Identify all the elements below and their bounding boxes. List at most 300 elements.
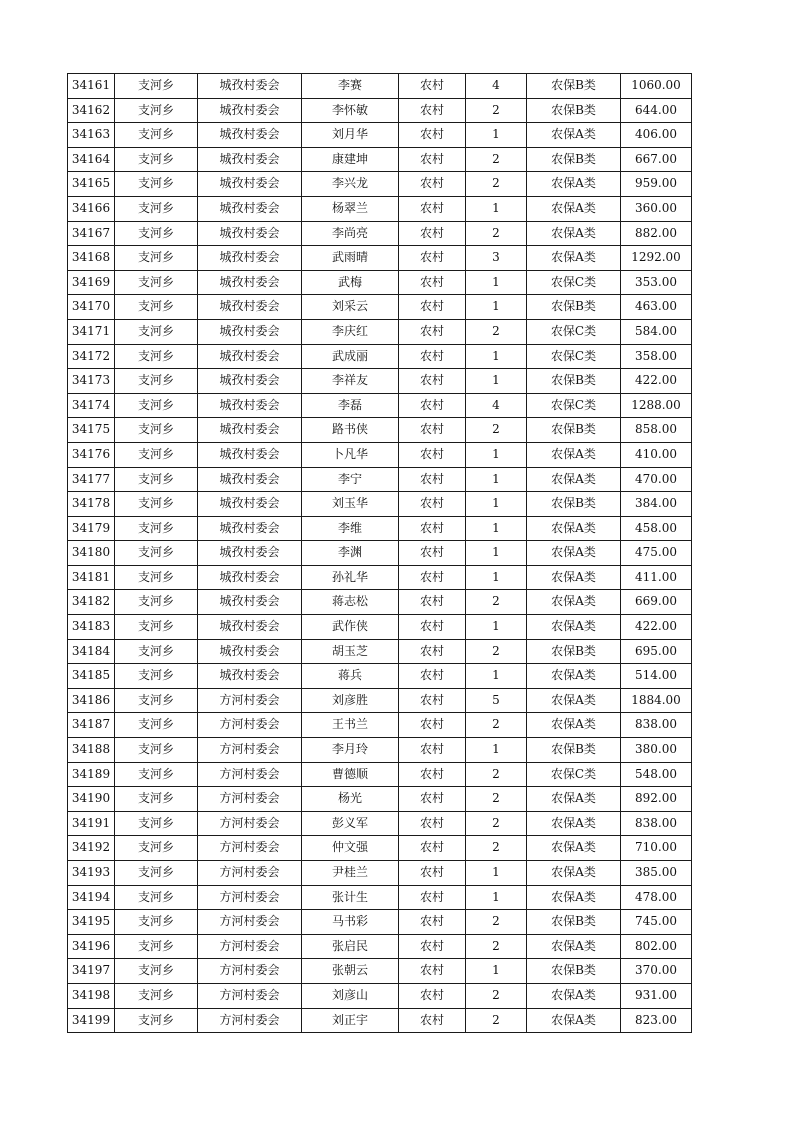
row-id-cell: 34172	[68, 344, 115, 369]
amount-cell: 882.00	[621, 221, 692, 246]
village-committee-cell: 城孜村委会	[198, 147, 302, 172]
row-id-cell: 34185	[68, 664, 115, 689]
row-id-cell: 34169	[68, 270, 115, 295]
person-name-cell: 刘月华	[302, 123, 399, 148]
household-count-cell: 2	[466, 910, 527, 935]
row-id-cell: 34175	[68, 418, 115, 443]
village-committee-cell: 方河村委会	[198, 934, 302, 959]
person-name-cell: 蒋兵	[302, 664, 399, 689]
household-count-cell: 2	[466, 418, 527, 443]
household-count-cell: 2	[466, 147, 527, 172]
household-count-cell: 1	[466, 885, 527, 910]
row-id-cell: 34176	[68, 442, 115, 467]
person-name-cell: 张计生	[302, 885, 399, 910]
table-row	[68, 983, 692, 1008]
amount-cell: 1288.00	[621, 393, 692, 418]
table-row	[68, 959, 692, 984]
person-name-cell: 曹德顺	[302, 762, 399, 787]
table-row	[68, 664, 692, 689]
household-count-cell: 1	[466, 664, 527, 689]
row-id-cell: 34178	[68, 492, 115, 517]
person-name-cell: 李怀敏	[302, 98, 399, 123]
insurance-category-cell: 农保B类	[527, 369, 621, 394]
household-count-cell: 2	[466, 934, 527, 959]
insurance-category-cell: 农保A类	[527, 516, 621, 541]
table-row	[68, 319, 692, 344]
amount-cell: 422.00	[621, 615, 692, 640]
township-cell: 支河乡	[115, 615, 198, 640]
insurance-category-cell: 农保A类	[527, 172, 621, 197]
row-id-cell: 34181	[68, 565, 115, 590]
area-type-cell: 农村	[399, 664, 466, 689]
row-id-cell: 34192	[68, 836, 115, 861]
person-name-cell: 胡玉芝	[302, 639, 399, 664]
village-committee-cell: 城孜村委会	[198, 541, 302, 566]
row-id-cell: 34184	[68, 639, 115, 664]
person-name-cell: 武成丽	[302, 344, 399, 369]
village-committee-cell: 城孜村委会	[198, 295, 302, 320]
household-count-cell: 2	[466, 98, 527, 123]
area-type-cell: 农村	[399, 295, 466, 320]
village-committee-cell: 城孜村委会	[198, 319, 302, 344]
insurance-category-cell: 农保A类	[527, 123, 621, 148]
amount-cell: 892.00	[621, 787, 692, 812]
village-committee-cell: 方河村委会	[198, 713, 302, 738]
row-id-cell: 34163	[68, 123, 115, 148]
household-count-cell: 4	[466, 393, 527, 418]
area-type-cell: 农村	[399, 221, 466, 246]
table-row	[68, 639, 692, 664]
township-cell: 支河乡	[115, 713, 198, 738]
person-name-cell: 彭义军	[302, 811, 399, 836]
area-type-cell: 农村	[399, 98, 466, 123]
amount-cell: 470.00	[621, 467, 692, 492]
township-cell: 支河乡	[115, 885, 198, 910]
household-count-cell: 2	[466, 836, 527, 861]
village-committee-cell: 城孜村委会	[198, 516, 302, 541]
township-cell: 支河乡	[115, 762, 198, 787]
township-cell: 支河乡	[115, 147, 198, 172]
insurance-category-cell: 农保A类	[527, 713, 621, 738]
household-count-cell: 1	[466, 861, 527, 886]
table-row	[68, 762, 692, 787]
household-count-cell: 2	[466, 811, 527, 836]
amount-cell: 745.00	[621, 910, 692, 935]
township-cell: 支河乡	[115, 565, 198, 590]
area-type-cell: 农村	[399, 344, 466, 369]
township-cell: 支河乡	[115, 836, 198, 861]
household-count-cell: 4	[466, 74, 527, 99]
insurance-category-cell: 农保C类	[527, 762, 621, 787]
row-id-cell: 34182	[68, 590, 115, 615]
table-body	[68, 74, 692, 1033]
table-row	[68, 713, 692, 738]
village-committee-cell: 方河村委会	[198, 885, 302, 910]
area-type-cell: 农村	[399, 787, 466, 812]
amount-cell: 410.00	[621, 442, 692, 467]
village-committee-cell: 方河村委会	[198, 836, 302, 861]
row-id-cell: 34167	[68, 221, 115, 246]
data-table	[67, 73, 692, 1033]
household-count-cell: 2	[466, 221, 527, 246]
table-row	[68, 885, 692, 910]
insurance-category-cell: 农保A类	[527, 442, 621, 467]
township-cell: 支河乡	[115, 196, 198, 221]
table-row	[68, 393, 692, 418]
insurance-category-cell: 农保A类	[527, 246, 621, 271]
household-count-cell: 1	[466, 738, 527, 763]
area-type-cell: 农村	[399, 861, 466, 886]
household-count-cell: 2	[466, 713, 527, 738]
table-row	[68, 910, 692, 935]
insurance-category-cell: 农保A类	[527, 541, 621, 566]
table-row	[68, 172, 692, 197]
insurance-category-cell: 农保A类	[527, 615, 621, 640]
township-cell: 支河乡	[115, 516, 198, 541]
row-id-cell: 34197	[68, 959, 115, 984]
insurance-category-cell: 农保A类	[527, 836, 621, 861]
row-id-cell: 34180	[68, 541, 115, 566]
insurance-category-cell: 农保A类	[527, 196, 621, 221]
household-count-cell: 2	[466, 762, 527, 787]
village-committee-cell: 城孜村委会	[198, 393, 302, 418]
person-name-cell: 武作侠	[302, 615, 399, 640]
area-type-cell: 农村	[399, 836, 466, 861]
township-cell: 支河乡	[115, 172, 198, 197]
household-count-cell: 1	[466, 270, 527, 295]
household-count-cell: 1	[466, 492, 527, 517]
area-type-cell: 农村	[399, 1008, 466, 1033]
insurance-category-cell: 农保B类	[527, 295, 621, 320]
row-id-cell: 34177	[68, 467, 115, 492]
table-row	[68, 344, 692, 369]
person-name-cell: 武雨晴	[302, 246, 399, 271]
township-cell: 支河乡	[115, 393, 198, 418]
village-committee-cell: 方河村委会	[198, 738, 302, 763]
area-type-cell: 农村	[399, 319, 466, 344]
amount-cell: 478.00	[621, 885, 692, 910]
table-row	[68, 861, 692, 886]
village-committee-cell: 城孜村委会	[198, 492, 302, 517]
household-count-cell: 1	[466, 467, 527, 492]
table-row	[68, 123, 692, 148]
township-cell: 支河乡	[115, 369, 198, 394]
insurance-category-cell: 农保A类	[527, 983, 621, 1008]
insurance-category-cell: 农保A类	[527, 934, 621, 959]
person-name-cell: 李兴龙	[302, 172, 399, 197]
amount-cell: 370.00	[621, 959, 692, 984]
table-row	[68, 246, 692, 271]
amount-cell: 411.00	[621, 565, 692, 590]
person-name-cell: 武梅	[302, 270, 399, 295]
row-id-cell: 34196	[68, 934, 115, 959]
person-name-cell: 杨光	[302, 787, 399, 812]
household-count-cell: 2	[466, 787, 527, 812]
household-count-cell: 1	[466, 541, 527, 566]
person-name-cell: 王书兰	[302, 713, 399, 738]
person-name-cell: 路书侠	[302, 418, 399, 443]
area-type-cell: 农村	[399, 369, 466, 394]
person-name-cell: 杨翠兰	[302, 196, 399, 221]
amount-cell: 406.00	[621, 123, 692, 148]
table-row	[68, 615, 692, 640]
amount-cell: 385.00	[621, 861, 692, 886]
table-row	[68, 74, 692, 99]
amount-cell: 710.00	[621, 836, 692, 861]
household-count-cell: 2	[466, 639, 527, 664]
row-id-cell: 34174	[68, 393, 115, 418]
area-type-cell: 农村	[399, 959, 466, 984]
insurance-category-cell: 农保C类	[527, 270, 621, 295]
township-cell: 支河乡	[115, 319, 198, 344]
household-count-cell: 1	[466, 615, 527, 640]
township-cell: 支河乡	[115, 246, 198, 271]
table-row	[68, 295, 692, 320]
township-cell: 支河乡	[115, 492, 198, 517]
person-name-cell: 李渊	[302, 541, 399, 566]
table-row	[68, 98, 692, 123]
table-row	[68, 811, 692, 836]
village-committee-cell: 城孜村委会	[198, 196, 302, 221]
household-count-cell: 2	[466, 590, 527, 615]
area-type-cell: 农村	[399, 418, 466, 443]
row-id-cell: 34162	[68, 98, 115, 123]
area-type-cell: 农村	[399, 590, 466, 615]
household-count-cell: 1	[466, 959, 527, 984]
row-id-cell: 34164	[68, 147, 115, 172]
village-committee-cell: 方河村委会	[198, 787, 302, 812]
amount-cell: 1884.00	[621, 688, 692, 713]
person-name-cell: 李祥友	[302, 369, 399, 394]
township-cell: 支河乡	[115, 983, 198, 1008]
area-type-cell: 农村	[399, 885, 466, 910]
amount-cell: 360.00	[621, 196, 692, 221]
person-name-cell: 张启民	[302, 934, 399, 959]
insurance-category-cell: 农保A类	[527, 861, 621, 886]
village-committee-cell: 城孜村委会	[198, 590, 302, 615]
row-id-cell: 34179	[68, 516, 115, 541]
table-row	[68, 221, 692, 246]
insurance-category-cell: 农保B类	[527, 98, 621, 123]
insurance-category-cell: 农保A类	[527, 565, 621, 590]
person-name-cell: 马书彩	[302, 910, 399, 935]
area-type-cell: 农村	[399, 688, 466, 713]
area-type-cell: 农村	[399, 270, 466, 295]
insurance-category-cell: 农保A类	[527, 885, 621, 910]
area-type-cell: 农村	[399, 442, 466, 467]
village-committee-cell: 方河村委会	[198, 959, 302, 984]
village-committee-cell: 城孜村委会	[198, 98, 302, 123]
area-type-cell: 农村	[399, 516, 466, 541]
table-row	[68, 738, 692, 763]
township-cell: 支河乡	[115, 467, 198, 492]
insurance-category-cell: 农保B类	[527, 910, 621, 935]
row-id-cell: 34173	[68, 369, 115, 394]
table-row	[68, 147, 692, 172]
township-cell: 支河乡	[115, 98, 198, 123]
person-name-cell: 李赛	[302, 74, 399, 99]
village-committee-cell: 城孜村委会	[198, 123, 302, 148]
person-name-cell: 刘正宇	[302, 1008, 399, 1033]
amount-cell: 548.00	[621, 762, 692, 787]
amount-cell: 514.00	[621, 664, 692, 689]
amount-cell: 384.00	[621, 492, 692, 517]
household-count-cell: 3	[466, 246, 527, 271]
insurance-category-cell: 农保A类	[527, 221, 621, 246]
amount-cell: 358.00	[621, 344, 692, 369]
table-row	[68, 369, 692, 394]
row-id-cell: 34187	[68, 713, 115, 738]
person-name-cell: 卜凡华	[302, 442, 399, 467]
person-name-cell: 李维	[302, 516, 399, 541]
person-name-cell: 李宁	[302, 467, 399, 492]
township-cell: 支河乡	[115, 861, 198, 886]
table-row	[68, 565, 692, 590]
person-name-cell: 刘采云	[302, 295, 399, 320]
person-name-cell: 仲文强	[302, 836, 399, 861]
row-id-cell: 34186	[68, 688, 115, 713]
village-committee-cell: 城孜村委会	[198, 615, 302, 640]
township-cell: 支河乡	[115, 442, 198, 467]
township-cell: 支河乡	[115, 811, 198, 836]
area-type-cell: 农村	[399, 172, 466, 197]
row-id-cell: 34194	[68, 885, 115, 910]
area-type-cell: 农村	[399, 639, 466, 664]
area-type-cell: 农村	[399, 147, 466, 172]
row-id-cell: 34198	[68, 983, 115, 1008]
area-type-cell: 农村	[399, 615, 466, 640]
village-committee-cell: 方河村委会	[198, 762, 302, 787]
township-cell: 支河乡	[115, 934, 198, 959]
table-row	[68, 1008, 692, 1033]
insurance-category-cell: 农保B类	[527, 639, 621, 664]
table-row	[68, 541, 692, 566]
person-name-cell: 刘玉华	[302, 492, 399, 517]
village-committee-cell: 方河村委会	[198, 688, 302, 713]
row-id-cell: 34161	[68, 74, 115, 99]
table-row	[68, 196, 692, 221]
area-type-cell: 农村	[399, 713, 466, 738]
row-id-cell: 34183	[68, 615, 115, 640]
person-name-cell: 蒋志松	[302, 590, 399, 615]
township-cell: 支河乡	[115, 738, 198, 763]
township-cell: 支河乡	[115, 787, 198, 812]
area-type-cell: 农村	[399, 910, 466, 935]
amount-cell: 667.00	[621, 147, 692, 172]
amount-cell: 858.00	[621, 418, 692, 443]
township-cell: 支河乡	[115, 959, 198, 984]
amount-cell: 669.00	[621, 590, 692, 615]
person-name-cell: 李尚亮	[302, 221, 399, 246]
table-row	[68, 418, 692, 443]
household-count-cell: 1	[466, 123, 527, 148]
area-type-cell: 农村	[399, 565, 466, 590]
village-committee-cell: 方河村委会	[198, 983, 302, 1008]
row-id-cell: 34188	[68, 738, 115, 763]
insurance-category-cell: 农保A类	[527, 590, 621, 615]
table-row	[68, 934, 692, 959]
amount-cell: 1060.00	[621, 74, 692, 99]
row-id-cell: 34190	[68, 787, 115, 812]
person-name-cell: 刘彦山	[302, 983, 399, 1008]
household-count-cell: 1	[466, 516, 527, 541]
township-cell: 支河乡	[115, 344, 198, 369]
insurance-category-cell: 农保A类	[527, 664, 621, 689]
table-row	[68, 516, 692, 541]
village-committee-cell: 城孜村委会	[198, 565, 302, 590]
area-type-cell: 农村	[399, 541, 466, 566]
person-name-cell: 刘彦胜	[302, 688, 399, 713]
village-committee-cell: 城孜村委会	[198, 664, 302, 689]
township-cell: 支河乡	[115, 418, 198, 443]
township-cell: 支河乡	[115, 688, 198, 713]
village-committee-cell: 方河村委会	[198, 861, 302, 886]
area-type-cell: 农村	[399, 492, 466, 517]
amount-cell: 463.00	[621, 295, 692, 320]
village-committee-cell: 城孜村委会	[198, 246, 302, 271]
household-count-cell: 2	[466, 1008, 527, 1033]
village-committee-cell: 城孜村委会	[198, 418, 302, 443]
person-name-cell: 李磊	[302, 393, 399, 418]
table-row	[68, 442, 692, 467]
table-row	[68, 270, 692, 295]
village-committee-cell: 城孜村委会	[198, 221, 302, 246]
insurance-category-cell: 农保B类	[527, 418, 621, 443]
township-cell: 支河乡	[115, 123, 198, 148]
township-cell: 支河乡	[115, 1008, 198, 1033]
person-name-cell: 孙礼华	[302, 565, 399, 590]
table-row	[68, 590, 692, 615]
area-type-cell: 农村	[399, 811, 466, 836]
insurance-category-cell: 农保A类	[527, 1008, 621, 1033]
person-name-cell: 康建坤	[302, 147, 399, 172]
insurance-category-cell: 农保C类	[527, 319, 621, 344]
household-count-cell: 1	[466, 196, 527, 221]
row-id-cell: 34171	[68, 319, 115, 344]
household-count-cell: 2	[466, 172, 527, 197]
village-committee-cell: 城孜村委会	[198, 344, 302, 369]
amount-cell: 380.00	[621, 738, 692, 763]
insurance-category-cell: 农保B类	[527, 738, 621, 763]
township-cell: 支河乡	[115, 74, 198, 99]
row-id-cell: 34168	[68, 246, 115, 271]
person-name-cell: 尹桂兰	[302, 861, 399, 886]
amount-cell: 823.00	[621, 1008, 692, 1033]
village-committee-cell: 城孜村委会	[198, 369, 302, 394]
household-count-cell: 2	[466, 983, 527, 1008]
insurance-category-cell: 农保B类	[527, 74, 621, 99]
insurance-category-cell: 农保A类	[527, 787, 621, 812]
township-cell: 支河乡	[115, 270, 198, 295]
area-type-cell: 农村	[399, 74, 466, 99]
amount-cell: 584.00	[621, 319, 692, 344]
row-id-cell: 34170	[68, 295, 115, 320]
table-row	[68, 787, 692, 812]
township-cell: 支河乡	[115, 639, 198, 664]
township-cell: 支河乡	[115, 541, 198, 566]
household-count-cell: 1	[466, 442, 527, 467]
area-type-cell: 农村	[399, 983, 466, 1008]
amount-cell: 931.00	[621, 983, 692, 1008]
household-count-cell: 1	[466, 369, 527, 394]
village-committee-cell: 方河村委会	[198, 811, 302, 836]
person-name-cell: 张朝云	[302, 959, 399, 984]
person-name-cell: 李庆红	[302, 319, 399, 344]
amount-cell: 1292.00	[621, 246, 692, 271]
area-type-cell: 农村	[399, 196, 466, 221]
row-id-cell: 34199	[68, 1008, 115, 1033]
amount-cell: 838.00	[621, 713, 692, 738]
